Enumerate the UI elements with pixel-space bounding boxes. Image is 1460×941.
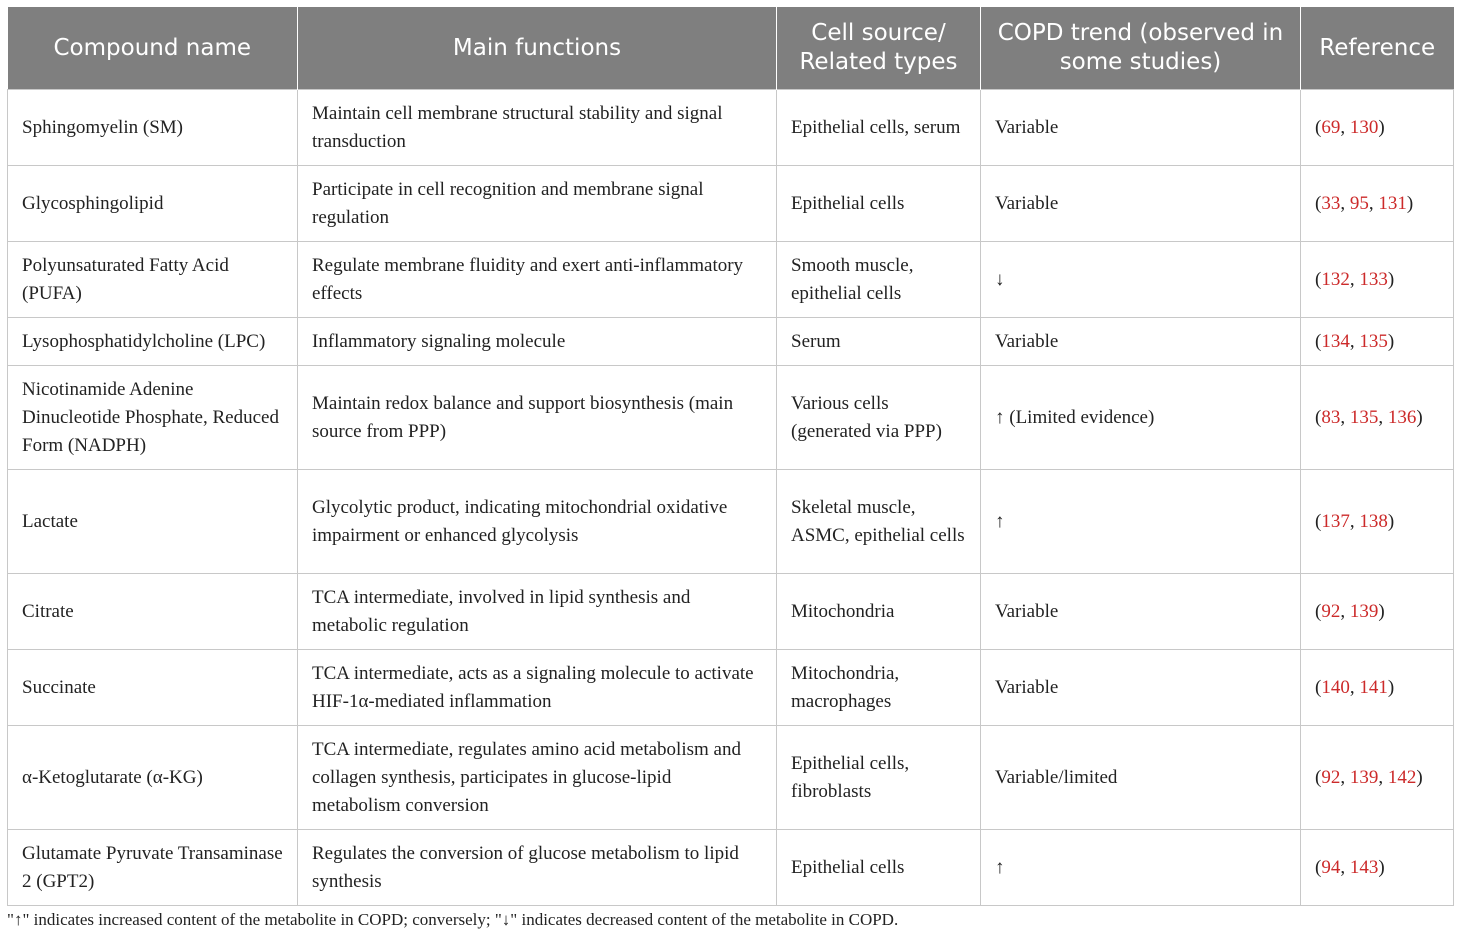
copd-trend-cell: Variable/limited [981,726,1301,830]
metabolite-table-container [7,7,1453,906]
main-function-cell: Maintain cell membrane structural stability and signal transduction [298,90,777,166]
table-footnote: "↑" indicates increased content of the metabolite in COPD; conversely; "↓" indicates decreased content of the metabolite in COPD. [7,910,899,929]
reference-link[interactable]: 131 [1378,192,1407,214]
reference-cell: (33, 95, 131) [1301,166,1454,242]
cell-source-cell: Smooth muscle, epithelial cells [777,242,981,318]
reference-link[interactable]: 138 [1359,510,1388,532]
reference-link[interactable]: 132 [1321,268,1350,290]
reference-link[interactable]: 92 [1321,766,1341,788]
table-body [8,90,1454,906]
main-function-cell: Regulates the conversion of glucose metabolism to lipid synthesis [298,830,777,906]
reference-link[interactable]: 135 [1349,406,1379,428]
copd-trend-cell: ↑ [981,470,1301,574]
compound-name-cell: Succinate [8,650,298,726]
main-function-cell: Glycolytic product, indicating mitochondrial oxidative impairment or enhanced glycolysis [298,470,777,574]
reference-link[interactable]: 136 [1387,406,1417,428]
compound-name-cell: Glutamate Pyruvate Transaminase 2 (GPT2) [8,830,298,906]
reference-link[interactable]: 133 [1359,268,1388,290]
reference-link[interactable]: 135 [1359,330,1388,352]
reference-link[interactable]: 141 [1359,676,1388,698]
main-function-cell: TCA intermediate, regulates amino acid metabolism and collagen synthesis, participates in glucose-lipid metabolism conversion [298,726,777,830]
reference-cell: (92, 139, 142) [1301,726,1454,830]
header-reference: Reference [1301,7,1454,90]
copd-trend-cell: Variable [981,90,1301,166]
table-row [8,166,1454,242]
reference-link[interactable]: 137 [1321,510,1350,532]
cell-source-cell: Skeletal muscle, ASMC, epithelial cells [777,470,981,574]
reference-cell: (132, 133) [1301,242,1454,318]
metabolite-table [7,7,1454,906]
table-row [8,90,1454,166]
cell-source-cell: Epithelial cells, fibroblasts [777,726,981,830]
copd-trend-cell: ↓ [981,242,1301,318]
table-row [8,318,1454,366]
compound-name-cell: Nicotinamide Adenine Dinucleotide Phosphate, Reduced Form (NADPH) [8,366,298,470]
reference-link[interactable]: 95 [1349,192,1369,214]
compound-name-cell: Lysophosphatidylcholine (LPC) [8,318,298,366]
table-row [8,242,1454,318]
reference-cell: (92, 139) [1301,574,1454,650]
main-function-cell: TCA intermediate, involved in lipid synthesis and metabolic regulation [298,574,777,650]
reference-cell: (94, 143) [1301,830,1454,906]
reference-link[interactable]: 143 [1349,856,1379,878]
table-row [8,574,1454,650]
reference-link[interactable]: 134 [1321,330,1350,352]
cell-source-cell: Epithelial cells, serum [777,90,981,166]
compound-name-cell: Glycosphingolipid [8,166,298,242]
cell-source-cell: Various cells (generated via PPP) [777,366,981,470]
table-row [8,830,1454,906]
reference-link[interactable]: 130 [1349,116,1379,138]
table-row [8,726,1454,830]
main-function-cell: Inflammatory signaling molecule [298,318,777,366]
cell-source-cell: Mitochondria, macrophages [777,650,981,726]
reference-link[interactable]: 92 [1321,600,1341,622]
copd-trend-cell: Variable [981,650,1301,726]
header-cell-source: Cell source/ Related types [777,7,981,90]
header-copd-trend: COPD trend (observed in some studies) [981,7,1301,90]
header-compound-name: Compound name [8,7,298,90]
copd-trend-cell: Variable [981,574,1301,650]
cell-source-cell: Epithelial cells [777,166,981,242]
reference-link[interactable]: 142 [1387,766,1417,788]
table-row [8,650,1454,726]
compound-name-cell: Citrate [8,574,298,650]
reference-link[interactable]: 83 [1321,406,1341,428]
compound-name-cell: Polyunsaturated Fatty Acid (PUFA) [8,242,298,318]
reference-cell: (83, 135, 136) [1301,366,1454,470]
main-function-cell: TCA intermediate, acts as a signaling molecule to activate HIF-1α-mediated inflammation [298,650,777,726]
reference-cell: (69, 130) [1301,90,1454,166]
reference-link[interactable]: 69 [1321,116,1341,138]
copd-trend-cell: ↑ [981,830,1301,906]
table-row [8,470,1454,574]
reference-cell: (134, 135) [1301,318,1454,366]
copd-trend-cell: ↑ (Limited evidence) [981,366,1301,470]
cell-source-cell: Mitochondria [777,574,981,650]
main-function-cell: Maintain redox balance and support biosynthesis (main source from PPP) [298,366,777,470]
reference-link[interactable]: 140 [1321,676,1350,698]
main-function-cell: Participate in cell recognition and membrane signal regulation [298,166,777,242]
reference-cell: (137, 138) [1301,470,1454,574]
reference-link[interactable]: 139 [1349,766,1379,788]
cell-source-cell: Epithelial cells [777,830,981,906]
reference-link[interactable]: 139 [1349,600,1379,622]
reference-link[interactable]: 33 [1321,192,1341,214]
copd-trend-cell: Variable [981,318,1301,366]
compound-name-cell: Sphingomyelin (SM) [8,90,298,166]
header-row [8,7,1454,90]
copd-trend-cell: Variable [981,166,1301,242]
reference-cell: (140, 141) [1301,650,1454,726]
table-row [8,366,1454,470]
compound-name-cell: α-Ketoglutarate (α-KG) [8,726,298,830]
header-main-functions: Main functions [298,7,777,90]
main-function-cell: Regulate membrane fluidity and exert anti-inflammatory effects [298,242,777,318]
reference-link[interactable]: 94 [1321,856,1341,878]
compound-name-cell: Lactate [8,470,298,574]
cell-source-cell: Serum [777,318,981,366]
